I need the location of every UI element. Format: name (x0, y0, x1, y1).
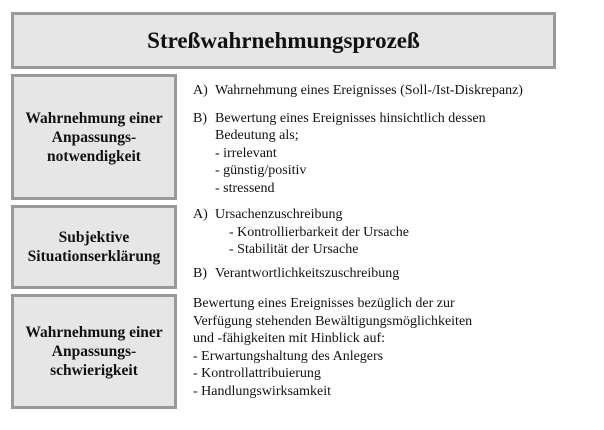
item-letter: B) (193, 265, 207, 281)
item-text: Ursachenzuschreibung (215, 207, 343, 222)
diagram-title: Streßwahrnehmungsprozeß (147, 27, 420, 53)
item-line: und -fähigkeiten mit Hinblick auf: (193, 331, 386, 346)
item-line: Verfügung stehenden Bewältigungsmöglichkeiten (193, 313, 473, 329)
item-line: - Handlungswirksamkeit (193, 383, 332, 399)
stage-2-content (193, 206, 598, 282)
stage-3-content (193, 295, 598, 400)
item-text: Wahrnehmung eines Ereignisses (Soll-/Ist-Diskrepanz) (215, 83, 523, 98)
stage-1-box (11, 74, 177, 200)
item-line: - stressend (215, 180, 275, 196)
item-text: Bewertung eines Ereignisses hinsichtlich dessen (215, 110, 486, 126)
stage-3-label: Wahrnehmung einer Anpassungs- schwierigkeit (25, 324, 163, 379)
item-line: - Erwartungshaltung des Anlegers (193, 348, 384, 364)
stage-1-content (193, 82, 598, 197)
item-text: Verantwortlichkeitszuschreibung (215, 265, 400, 281)
item-line: - Kontrollierbarkeit der Ursache (229, 224, 409, 240)
stage-1-label: Wahrnehmung einer Anpassungs- notwendigkeit (25, 109, 163, 165)
item-line: Bewertung eines Ereignisses bezüglich der zur (193, 296, 455, 311)
item-letter: B) (193, 110, 207, 126)
item-letter: A) (193, 83, 208, 98)
item-line: - irrelevant (215, 145, 277, 161)
item-letter: A) (193, 207, 208, 222)
stage-2-box (11, 205, 177, 289)
item-line: Bedeutung als; (215, 128, 299, 143)
stage-1-item-b (193, 110, 598, 128)
stage-2-item-a (193, 206, 598, 224)
stage-1-item-a (193, 82, 598, 100)
stage-2-label: Subjektive Situationserklärung (27, 229, 161, 265)
item-line: - Kontrollattribuierung (193, 366, 321, 381)
item-line: - Stabilität der Ursache (229, 242, 359, 257)
item-line: - günstig/positiv (215, 163, 307, 178)
stage-3-box (11, 294, 177, 409)
stage-2-item-b (193, 265, 598, 283)
title-box (11, 12, 556, 69)
